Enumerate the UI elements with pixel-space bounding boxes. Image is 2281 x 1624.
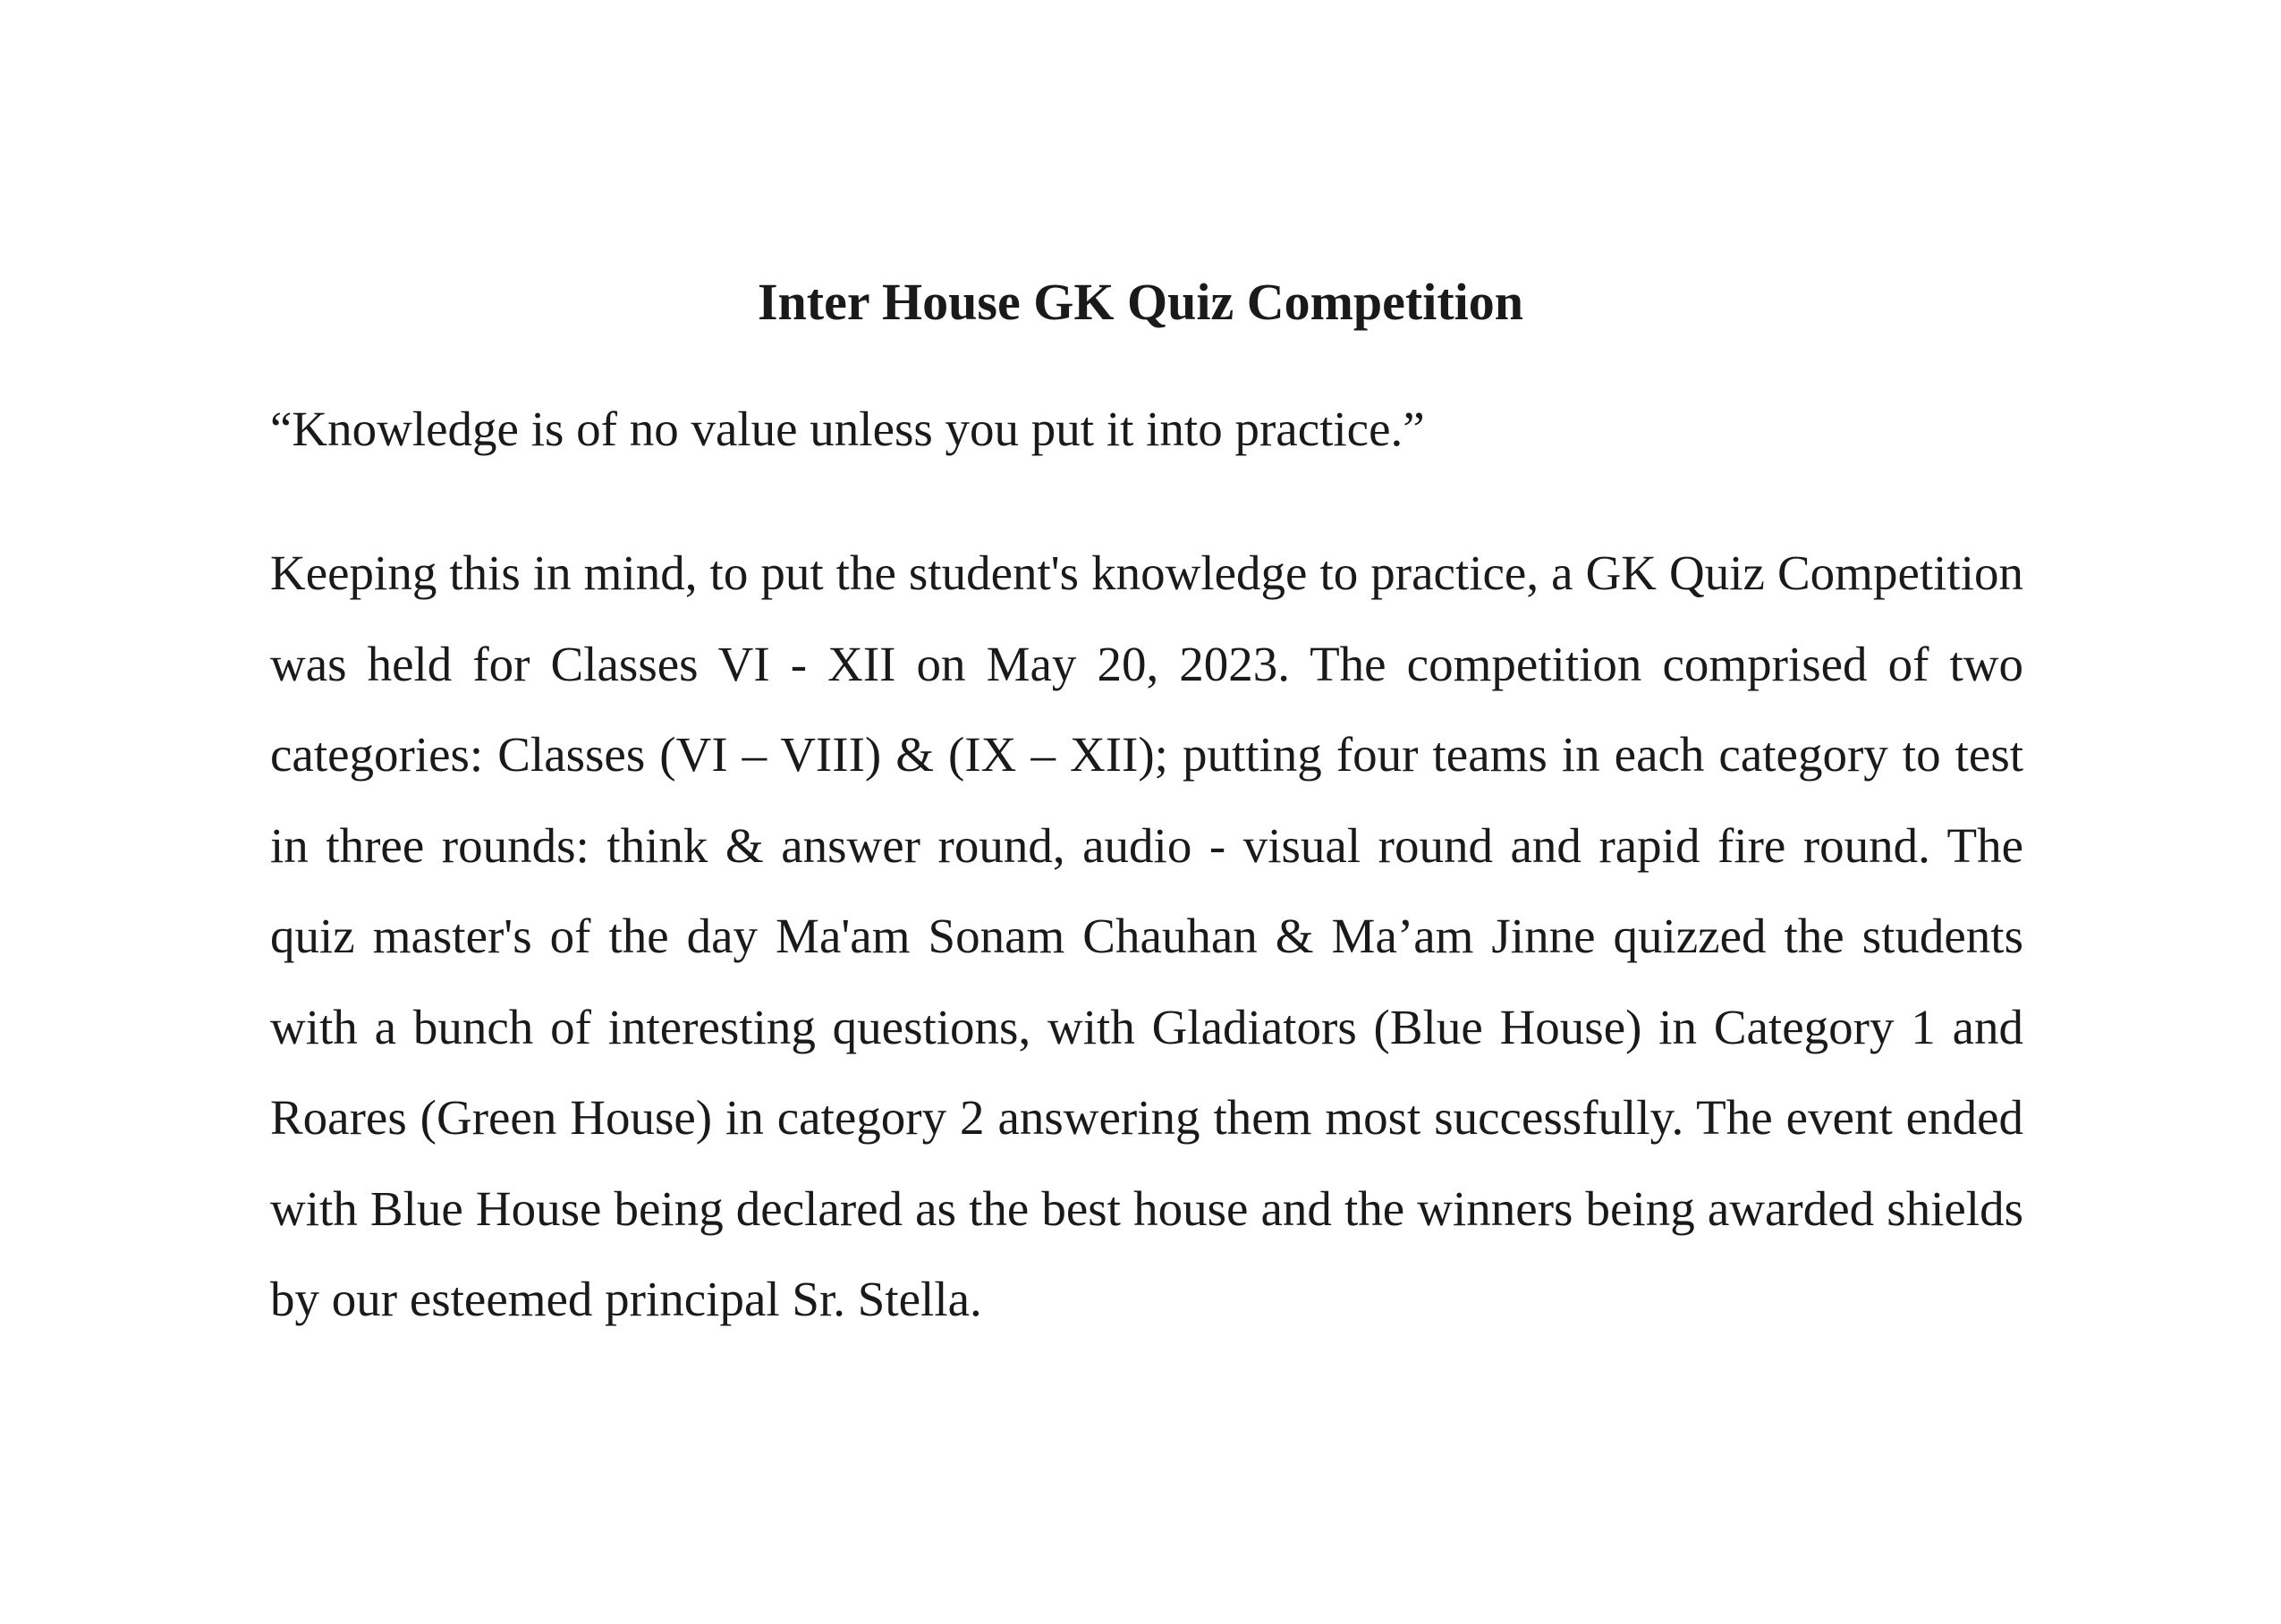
- report-paragraph: Keeping this in mind, to put the student's knowledge to practice, a GK Quiz Competition was held for Classes VI - XII on May 20, 2023. The competition comprised of two categories: Classes (VI – VIII) & (IX – XII); putting four teams in each category to test in three rounds: think & answer round, audio - visual round and rapid fire round. The quiz master's of the day Ma'am Sonam Chauhan & Ma’am Jinne quizzed the students with a bunch of interesting questions, with Gladiators (Blue House) in Category 1 and Roares (Green House) in category 2 answering them most successfully. The event ended with Blue House being declared as the best house and the winners being awarded shields by our esteemed principal Sr. Stella.: [270, 546, 2023, 1326]
- document-title: Inter House GK Quiz Competition: [757, 273, 1524, 331]
- opening-quote: “Knowledge is of no value unless you put it into practice.”: [270, 402, 1425, 456]
